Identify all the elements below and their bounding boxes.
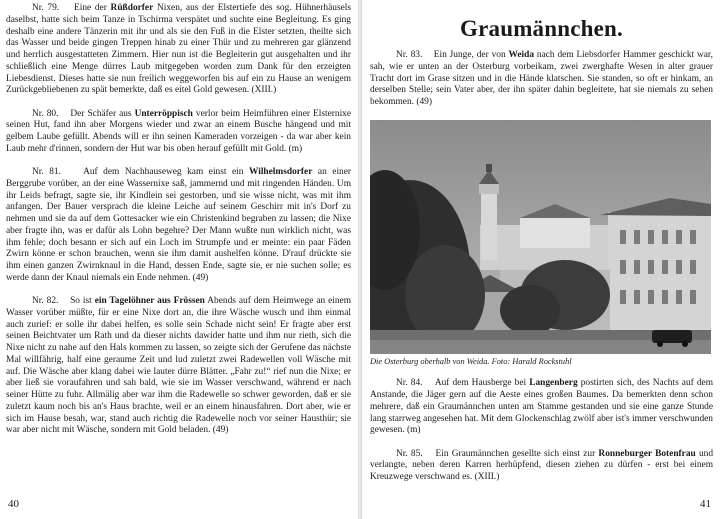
tale-text: Abends auf dem Heimwege an einem Wasser vorüber müßte, für er eine Nixe dort an, die ihre Wäsche wusch und ihm einmal auch zurief: er solle ihr dabei helfen, es solle sein Schade nicht sein! Er fragte aber erst seinen Beichtvater um Rath und da dieser nichts dawider hatte und ihm nur rieth, sich die Nixe nicht zu nahe auf den Hals kommen zu lassen, so zeigte sich der Gerufene das nächste Mal willfährig, half eine geraume Zeit und lud zuletzt zwei Radewellen voll Wäsche mit auf. Die Wäsche aber klang dabei wie lauter dürre Blätter. „Fahr zu!“ rief nun die Nixe; er aber ließ sie voraufahren und sah bald, wie sie im Wasser verschwand, während er nach seiner Hütte zu fuhr. Allmälig aber war ihm die Radewelle so schwer geworden, daß er sie zuletzt kaum noch bis an's Haus brachte, weil er an einem hinausfahren. Dort aber, wie er sich im Hause besah, war, stand auch richtig die Radewelle noch vor seiner Hausthür; sie war aber nicht mit Wäsche, sondern mit Gold beladen. (49) [6, 296, 352, 436]
chapter-title: Graumännchen. [460, 16, 623, 41]
tale-number: Nr. 83. [396, 50, 423, 60]
place-name: Rüßdorfer [110, 3, 154, 13]
right-page [362, 0, 720, 519]
tale-number: Nr. 84. [396, 378, 423, 389]
tale-paragraph [6, 167, 351, 285]
tale-paragraph [370, 449, 713, 484]
tale-number: Nr. 85. [396, 448, 423, 459]
place-name: Unterröppisch [134, 108, 193, 119]
tale-text: Nixen, aus der Elstertiefe des sog. Hühnerhäusels daselbst, hatte sich beim Tanze in Tschirma verspätet und suchte eine Begleitung. Es ging deshalb eine andere Tänzerin mit ihr und als sie den Fuß in die Elster setzten, theilte sich das Wasser und beide gingen Treppen hinab zu einer Thür und zu mehreren gar glänzend und herrlich ausgestatteten Zimmern. Hier nun ist die Begleiterin gut ausgehalten und ihr schließlich eine Menge dürres Laub mitgegeben worden zum Dank für den erzeigten Liebesdienst. Dieses hatte sie nun freilich weggeworfen bis auf ein zu Hause an wenigem Zurückgebliebenen zu spät bemerkte, daß es eitel Gold gewesen. (XIII.) [6, 3, 352, 96]
page-number: 41 [700, 498, 711, 510]
tale-text-lead: Eine der [73, 3, 111, 13]
tale-text: und verlangte, neben deren Karren herhüpfend, diesen ziehen zu dürfen - erst bei einem Kreuzwege verschwand es. (XIII.) [370, 448, 714, 482]
tale-text: nach dem Liebsdorfer Hammer geschickt war, sah, wie er unten an der Osterburg vorbeikam, zwei zwerghafte Wesen in alter grauer Tracht dort im Grase sitzen und in die Hände klatschen. Sie standen, so oft er hinkam, an derselben Stelle; sein Vater aber, der ihn später dahin begleitete, hat sie niemals zu sehen bekommen. (49) [370, 50, 714, 107]
tale-text-lead: Auf dem Hausberge bei [434, 378, 530, 389]
tale-text-lead: So ist [70, 296, 95, 306]
tale-text-lead: Der Schäfer aus [70, 108, 135, 119]
tale-text-lead: Ein Graumännchen gesellte sich einst zur [435, 448, 599, 459]
place-name: Wilhelmsdorfer [249, 167, 313, 177]
page-number: 40 [8, 498, 19, 510]
tale-paragraph [6, 109, 351, 156]
tale-text: postirten sich, des Nachts auf dem Anstande, die Jäger gern auf die Aeste eines großen Baumes. Da bemerkten denn schon mehrere, daß ein Graumännchen unten am Stamme gestanden und sie eine ganze Stunde lang starrweg angesehen hat. Mit dem Glockenschlag zwölf aber ist's immer verschwunden gewesen. (m) [370, 378, 713, 436]
tale-paragraph [6, 3, 351, 97]
left-page [0, 0, 358, 519]
tale-number: Nr. 82. [32, 296, 59, 306]
tale-text: verlor beim Heimführen einer Elsternixe seinen Hut, fand ihn aber Morgens wieder und zwar an einem Busche hängend und mit gelbem Laube gefüllt. Abends will er ihn seinen Kameraden vorzeigen - da war aber kein Laub mehr d'rinnen, sondern der Hut war bis oben herauf gefüllt mit Gold. (m) [6, 108, 352, 154]
tale-number: Nr. 81. [32, 167, 61, 177]
place-name: ein Tagelöhner aus Frössen [94, 296, 205, 306]
osterburg-photo [370, 120, 711, 354]
tale-paragraph [370, 378, 713, 437]
right-text-column [370, 0, 713, 495]
left-text-column [6, 3, 351, 449]
place-name: Weida [508, 50, 535, 60]
tale-text-lead: Auf dem Nachhauseweg kam einst ein [83, 167, 250, 177]
photo-caption: Die Osterburg oberhalb von Weida. Foto: Harald Rockstuhl [370, 357, 572, 367]
photo-illustration [370, 120, 711, 354]
place-name: Ronneburger Botenfrau [598, 448, 696, 459]
tale-paragraph [370, 50, 713, 109]
tale-text-lead: Ein Junge, der von [433, 50, 509, 60]
place-name: Langenberg [529, 378, 578, 389]
tale-number: Nr. 79. [32, 3, 60, 13]
tale-number: Nr. 80. [32, 108, 59, 119]
tale-paragraph [6, 296, 351, 437]
tale-text: an einer Berggrube vorüber, an der eine Wassernixe saß, jammernd und mit ringenden Händen. Um ihr Leids befragt, sagte sie, ihr Kindlein sei gestorben, und sie wisse nicht, was mit ihm anfangen. Der Bauer versprach die kleine Leiche auf seinem Geschirr mit in's Dorf zu nehmen und sie da auf dem Gottesacker wie ein Christenkind begraben zu lassen; die Nixe aber fragte ihn, was er dafür als Lohn begehre? Der Mann wußte nun wirklich nicht, was ihm fehle; doch besann er sich auf ein Loch im Strumpfe und er meinte: ein paar Fäden Zwirn könne er schon brauchen, wenn sie ihm damit aushelfen könne. D'rauf drückte sie ihm einen ganzen Zwirnknaul in die Hand, dessen Ende, sagte sie, er nie suchen solle; es werde dann der Knaul niemals ein Ende nehmen. (49) [6, 167, 352, 283]
